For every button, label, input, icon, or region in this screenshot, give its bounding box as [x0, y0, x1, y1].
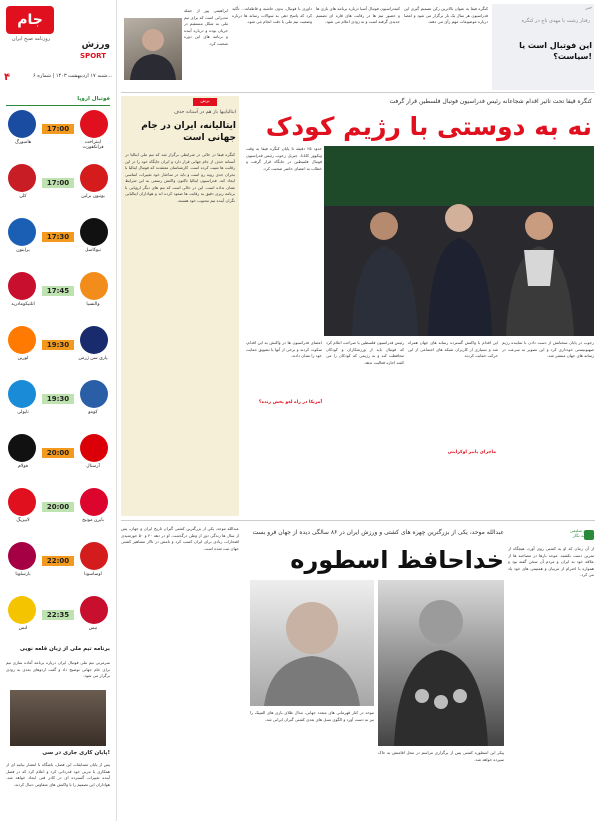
home-team-logo-icon [80, 110, 108, 138]
fifa-congress-photo [324, 146, 594, 336]
match-row[interactable] [4, 378, 112, 424]
section-label: ورزش [81, 40, 110, 50]
match-time: 20:00 [42, 448, 74, 458]
match-row[interactable] [4, 540, 112, 586]
sidebar-headline-2[interactable]: برنامه تیم ملی از زبان قلعه نویی [19, 646, 110, 652]
home-team-logo-icon [80, 218, 108, 246]
italy-article-body: کنگره فیفا در حالی در شرایطی برگزار شد که تیم ملی ایتالیا در آستانه حذف از جام جهانی قرار دارد و ایران جایگاه خود را در این رقابت ها تثبیت کرده است. کارشناسان معتقدند که فوتبال ایتالیا با بحران جدی روبه رو است و باید در ساختار خود تغییرات اساسی ایجاد کند. فدراسیون ایتالیا تاکنون واکنش رسمی به این شرایط نشان نداده است. این در حالی است که تیم های دیگر اروپایی با برنامه ریزی دقیق به رقابت ها صعود کرده اند و هواداران ایتالیایی نگران آینده تیم محبوب خود هستند. [125, 152, 235, 203]
obituary-kicker: عبدالله موحد، یکی از بزرگترین چهره های کشتی و ورزش ایران در ۸۶ سالگی دیده از جهان فرو بست [252, 529, 504, 536]
headline-kicker: کنگره فیفا تحت تاثیر اقدام شجاعانه رئیس فدراسیون فوتبال فلسطین قرار گرفت [389, 98, 592, 105]
wrestler-medals-photo [378, 580, 504, 746]
away-team-name: لنس [18, 626, 28, 631]
sidebar-text-3: پس از پایان مسابقات این فصل، باشگاه با انتشار بیانیه ای از همکاری با مربی خود قدردانی کرد و اعلام کرد که در فصل آینده تغییرات گسترده ای در کادر فنی ایجاد خواهد شد. هواداران این تصمیم را با واکنش های متفاوتی دنبال کردند. [6, 762, 110, 787]
headline-subhead-2: ماجرای پاییز اوکراینی [447, 450, 496, 455]
top-column-1: داوری با فوتبال، بدون حاشیه و قاطعانه... تأکید کرد که پاسخ دهی به سوالات رسانه ها درباره وضعیت تیم ملی با دقت انجام می شود. [232, 6, 312, 24]
away-team-name: هامبورگ [14, 140, 32, 145]
obituary-text-b: پیکر این اسطوره کشتی پس از برگزاری مراسم در محل اقامتش به خاک سپرده خواهد شد. [378, 750, 504, 762]
headline-column-3: رئیس فدراسیون فلسطین با صراحت اعلام کرد که فوتبال باید از ورزشکاران و کودکان محافظت کند و به رژیمی که کودکان را می کشد اجازه فعالیت ندهد. [326, 340, 404, 365]
away-team-logo-icon [8, 380, 36, 408]
match-row[interactable] [4, 108, 112, 154]
home-team-name: پاری سن ژرمن [78, 356, 108, 361]
match-time: 22:00 [42, 556, 74, 566]
home-team-logo-icon [80, 434, 108, 462]
home-team-name: اوساسونا [84, 572, 102, 577]
away-team-logo-icon [8, 110, 36, 138]
top-news-subtitle: رفتار زشت با مهدی تاج در کنگره [521, 18, 590, 24]
away-team-logo-icon [8, 596, 36, 624]
away-team-logo-icon [8, 488, 36, 516]
home-team-name: بایرن مونیخ [82, 518, 104, 523]
italy-article-kicker: ایتالیاییها باز هم در آستانه حذف [174, 110, 236, 115]
away-team-logo-icon [8, 434, 36, 462]
home-team-logo-icon [80, 488, 108, 516]
newspaper-logo[interactable]: جام جم [6, 6, 54, 34]
match-time: 17:30 [42, 232, 74, 242]
home-team-name: یونیون برلین [81, 194, 105, 199]
sidebar-photo [10, 690, 106, 746]
match-row[interactable] [4, 432, 112, 478]
away-team-name: بارسلونا [15, 572, 31, 577]
home-team-logo-icon [80, 596, 108, 624]
away-team-logo-icon [8, 164, 36, 192]
top-news-tag: خبر [585, 6, 592, 11]
top-news-title[interactable]: این فوتبال است یا سیاست؟! [519, 41, 592, 61]
home-team-name: والنسیا [86, 302, 100, 307]
home-team-logo-icon [80, 164, 108, 192]
person-silhouette-icon [124, 18, 182, 80]
league-header: فوتبال اروپا [6, 96, 110, 106]
match-time: 17:00 [42, 178, 74, 188]
top-divider [121, 92, 595, 93]
obituary-text-a: موحد در کنار قهرمانی های متعدد جهانی، مدال طلای بازی های المپیک را نیز به دست آورد و الگوی نسل های بعدی کشتی گیران ایرانی شد. [250, 710, 374, 722]
away-team-name: برایتون [16, 248, 30, 253]
issue-date: شنبه ۱۷ اردیبهشت ۱۴۰۳ | شماره ۶... [33, 73, 112, 79]
away-team-logo-icon [8, 542, 36, 570]
match-time: 19:30 [42, 394, 74, 404]
match-time: 20:00 [42, 502, 74, 512]
obituary-left-column: عبدالله موحد، یکی از بزرگترین کشتی گیران تاریخ ایران و جهان، پس از سال ها زندگی دور از وطن درگذشت. او در دهه ۴۰ و ۵۰ خورشیدی افتخارات زیادی برای ایران کسب کرد و نامش در تالار مشاهیر کشتی جهان ثبت شده است. [121, 526, 239, 551]
away-team-logo-icon [8, 326, 36, 354]
home-team-logo-icon [80, 380, 108, 408]
mid-divider [121, 520, 595, 521]
congress-scene-icon [324, 146, 594, 336]
top-left-text: ابراهیمی پور از جمله مدیرانی است که برای تیم ملی به شکل مستقیم در جریان بوده و درباره آینده و برنامه های این دوره صحبت کرد. [184, 8, 228, 46]
home-team-logo-icon [80, 542, 108, 570]
match-time: 17:45 [42, 286, 74, 296]
home-team-name: اینتراخت فرانکفورت [82, 140, 104, 150]
match-row[interactable] [4, 270, 112, 316]
logo-subtitle: روزنامه صبح ایران [11, 36, 51, 42]
match-time: 17:00 [42, 124, 74, 134]
headline-column-5: رجوب در پایان سخنانش از دست دادن با نماینده رژیم صهیونیستی خودداری کرد و این تصویر به سرعت در رسانه های جهان منتشر شد. [502, 340, 594, 358]
home-team-name: آرسنال [86, 464, 100, 469]
headline-column-4: این اقدام با واکنش گسترده رسانه های جهان همراه شد و بسیاری از کاربران شبکه های اجتماعی از این حرکت حمایت کردند. [408, 340, 498, 358]
headline-column-2: اعضای فدراسیون ها در واکنش به این اقدام، سکوت کردند و برخی از آنها با تشویق حمایت خود را نشان دادند. [246, 340, 322, 358]
official-portrait-photo [124, 18, 182, 80]
author-byline: حسین سلیمی روزنامه نگار [569, 528, 594, 538]
italy-article-title[interactable]: ایتالیانه، ایران در جام جهانی است [141, 121, 236, 143]
away-team-logo-icon [8, 218, 36, 246]
home-team-name: نیس [88, 626, 98, 631]
section-badge-en: SPORT [80, 52, 106, 60]
match-row[interactable] [4, 594, 112, 640]
article-tag: برش [193, 98, 217, 106]
match-row[interactable] [4, 216, 112, 262]
home-team-name: کومو [88, 410, 98, 415]
portrait-elder-icon [250, 580, 374, 706]
top-column-2: کنفدراسیون فوتبال آسیا درباره برنامه های بازی ها و حضور تیم ها در رقابت های قاره ای تصمیم جدیدی گرفته است و به زودی اعلام می شود. [316, 6, 400, 24]
match-time: 22:35 [42, 610, 74, 620]
away-team-name: ناپولی [17, 410, 29, 415]
obituary-right-column: از آن زمان که او به کشتی روی آورد، هیچگاه از تمرین دست نکشید. موحد بارها در مصاحبه ها از علاقه خود به ایران و مردم آن سخن گفته بود و همواره با احترام از مربیان و همتیمی های خود یاد می کرد. [508, 546, 594, 577]
home-team-name: نیوکاسل [85, 248, 101, 253]
match-row[interactable] [4, 486, 112, 532]
home-team-logo-icon [80, 326, 108, 354]
away-team-name: لایپزیگ [16, 518, 30, 523]
away-team-name: لورین [17, 356, 29, 361]
sidebar-divider [116, 0, 117, 821]
headline-subhead-1: آمریکا در راه لغو پخش زنده؟ [258, 400, 322, 405]
headline-column-1: حدود ۲۵ دقیقه تا پایان کنگره فیفا به وقت ونکوور کانادا، جبریل رجوب رئیس فدراسیون فوتبال فلسطین در جایگاه قرار گرفت و خطاب به اعضای حاضر صحبت کرد. [246, 146, 322, 171]
wrestler-old-portrait [250, 580, 374, 706]
page-number: ۴ [4, 72, 11, 83]
obituary-title[interactable]: خداحافظ اسطوره [290, 546, 504, 574]
sidebar-headline-3[interactable]: پایان کاری جاری در سی! [42, 750, 110, 756]
away-team-name: اتلتیکومادرید [11, 302, 35, 307]
away-team-name: فولام [17, 464, 29, 469]
match-row[interactable] [4, 162, 112, 208]
portrait-medals-icon [378, 580, 504, 746]
sidebar-text-2: سرمربی تیم ملی فوتبال ایران درباره برنامه آماده سازی تیم برای جام جهانی توضیح داد و گفت اردوهای بعدی به زودی برگزار می شود. [6, 660, 110, 678]
away-team-name: کلن [19, 194, 27, 199]
match-row[interactable] [4, 324, 112, 370]
home-team-logo-icon [80, 272, 108, 300]
top-column-3: کنگره فیفا به عنوان بالاترین رکن تصمیم گیری این فدراسیون هر سال یک بار برگزار می شود و اعضا درباره موضوعات مهم رأی می دهند. [404, 6, 488, 24]
headline-title[interactable]: نه به دوستی با رژیم کودک [265, 112, 592, 141]
match-time: 19:30 [42, 340, 74, 350]
away-team-logo-icon [8, 272, 36, 300]
